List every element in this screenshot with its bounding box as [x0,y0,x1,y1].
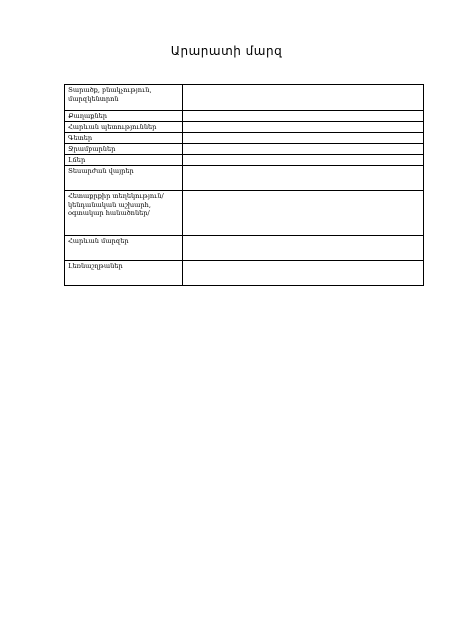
row-value-cell[interactable] [183,144,424,155]
row-label: Գետեր [65,133,183,144]
row-value-cell[interactable] [183,236,424,261]
page-title: Արարատի մարզ [170,44,283,58]
table-row [65,236,424,261]
table-row [65,144,424,155]
table-row [65,122,424,133]
row-value-cell[interactable] [183,122,424,133]
table-row [65,191,424,236]
table-row [65,155,424,166]
row-value-cell[interactable] [183,166,424,191]
info-table [64,84,424,286]
row-label: Քաղաքներ [65,111,183,122]
row-value-cell[interactable] [183,133,424,144]
row-value-cell[interactable] [183,111,424,122]
table-row [65,133,424,144]
row-value-cell[interactable] [183,85,424,111]
row-value-cell[interactable] [183,191,424,236]
table-row [65,261,424,286]
table-row [65,85,424,111]
row-label: Հարևան մարզեր [65,236,183,261]
table-row [65,166,424,191]
row-value-cell[interactable] [183,261,424,286]
row-label: Լեռնաշղթաներ [65,261,183,286]
row-label: Ջրամբարներ [65,144,183,155]
table-row [65,111,424,122]
row-label: Հետաքրքիր տեղեկություն/կենդանական աշխարհ, օգտակար հանածոներ/ [65,191,183,236]
row-label: Լճեր [65,155,183,166]
row-value-cell[interactable] [183,155,424,166]
row-label: Տարածք, բնակչություն, մարզկենտրոն [65,85,183,111]
row-label: Տեսարժան վայրեր [65,166,183,191]
row-label: Հարևան պետություններ [65,122,183,133]
